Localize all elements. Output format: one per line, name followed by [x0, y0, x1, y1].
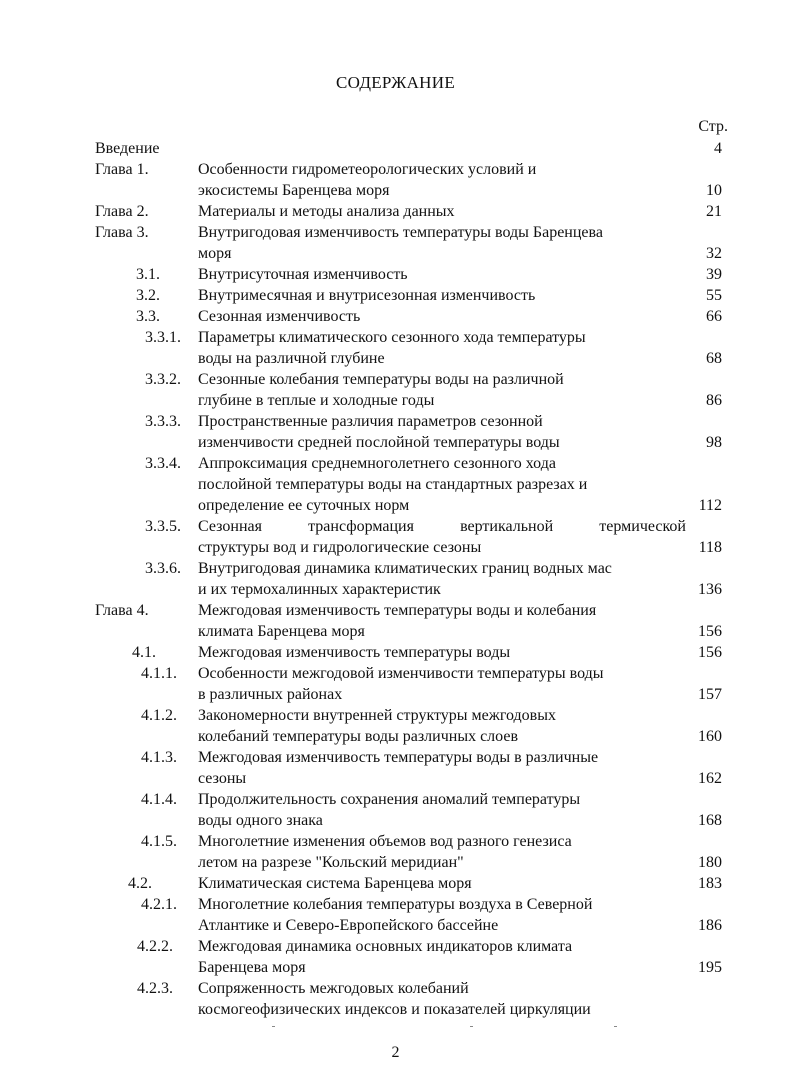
toc-entry-number: 3.3.3. — [145, 413, 181, 430]
toc-entry-number: 4.2.3. — [137, 980, 173, 997]
toc-entry-page: 32 — [706, 245, 722, 262]
toc-entry-title-line: определение ее суточных норм — [198, 497, 410, 514]
toc-entry-title-line: глубине в теплые и холодные годы — [198, 392, 435, 409]
toc-entry — [0, 453, 791, 516]
toc-entry-number: Глава 1. — [95, 161, 149, 178]
toc-entry-title-line: Климатическая система Баренцева моря — [198, 875, 472, 892]
toc-entry-number: 3.2. — [136, 287, 160, 304]
toc-entry — [0, 663, 791, 705]
toc-entry-title-line: Межгодовая изменчивость температуры воды — [198, 644, 511, 661]
toc-entry-title-line: экосистемы Баренцева моря — [198, 182, 390, 199]
toc-entry — [0, 789, 791, 831]
toc-entry-page: 186 — [698, 917, 722, 934]
toc-entry — [0, 558, 791, 600]
toc-entry-page: 68 — [706, 350, 722, 367]
toc-entry-title-line — [198, 138, 686, 159]
toc-entry-title-line: сезоны — [198, 770, 247, 787]
toc-entry-number: 4.1.3. — [141, 749, 177, 766]
toc-entry-number: 3.3.5. — [145, 518, 181, 535]
toc-entry-number: 4.1.2. — [141, 707, 177, 724]
toc-entry-number: 4.2.2. — [137, 938, 173, 955]
toc-entry-page: 21 — [706, 203, 722, 220]
toc-entry-number: Глава 4. — [95, 602, 149, 619]
toc-entry-title-line: Сопряженность межгодовых колебаний — [198, 980, 469, 997]
toc-entry-title-line: Межгодовая динамика основных индикаторов климата — [198, 938, 573, 955]
toc-entry-page: 160 — [698, 728, 722, 745]
toc-entry-title-line: послойной температуры воды на стандартных разрезах и — [198, 476, 588, 493]
toc-entry-page: 156 — [698, 644, 722, 661]
toc-entry-page: 112 — [698, 497, 722, 514]
toc-entry-number: 4.1.1. — [141, 665, 177, 682]
toc-entry — [0, 159, 791, 201]
toc-entry — [0, 369, 791, 411]
scan-speck — [614, 1026, 617, 1027]
toc-entry-number: 4.1. — [132, 644, 156, 661]
toc-entry-title-line: Аппроксимация среднемноголетнего сезонного хода — [198, 455, 556, 472]
toc-entry-page: 86 — [706, 392, 722, 409]
toc-entry-page: 162 — [698, 770, 722, 787]
toc-entry-page: 168 — [698, 812, 722, 829]
toc-entry-number: 3.3. — [136, 308, 160, 325]
toc-entry-page: 55 — [706, 287, 722, 304]
toc-entry-title-line: изменчивости средней послойной температуры воды — [198, 434, 560, 451]
toc-entry-title-line: Многолетние изменения объемов вод разного генезиса — [198, 833, 572, 850]
pages-column-header: Стр. — [698, 118, 728, 135]
toc-entry — [0, 516, 791, 558]
page-number: 2 — [391, 1044, 400, 1061]
toc-entry-page: 180 — [698, 854, 722, 871]
toc-entry-title-line: Внутримесячная и внутрисезонная изменчивость — [198, 287, 536, 304]
toc-entry — [0, 264, 791, 285]
toc-entry — [0, 600, 791, 642]
toc-entry-title-line: Закономерности внутренней структуры межгодовых — [198, 707, 556, 724]
toc-entry-title-line: Материалы и методы анализа данных — [198, 203, 455, 220]
toc-entry-number: 3.3.1. — [145, 329, 181, 346]
toc-entry — [0, 138, 791, 159]
toc-entry-page: 157 — [698, 686, 722, 703]
toc-entry-title-line: Сезонная изменчивость — [198, 308, 361, 325]
toc-entry-title-line: Внутрисуточная изменчивость — [198, 266, 408, 283]
toc-entry-title-line: Атлантике и Северо-Европейского бассейне — [198, 917, 499, 934]
toc-entry-page: 39 — [706, 266, 722, 283]
toc-entry-page: 195 — [698, 959, 722, 976]
toc-entry — [0, 978, 791, 1020]
toc-entry-title-line: Сезонные колебания температуры воды на различной — [198, 371, 564, 388]
toc-entry-title-line: в различных районах — [198, 686, 343, 703]
toc-entry-number: 4.2.1. — [141, 896, 177, 913]
toc-entry-title-line: воды одного знака — [198, 812, 323, 829]
scan-speck — [470, 1026, 473, 1027]
toc-entry-title-line: Баренцева моря — [198, 959, 306, 976]
toc-entry-number: 4.1.5. — [141, 833, 177, 850]
toc-entry — [0, 306, 791, 327]
toc-entry-title-line: воды на различной глубине — [198, 350, 385, 367]
toc-entry-title-line: Внутригодовая изменчивость температуры воды Баренцева — [198, 224, 603, 241]
toc-entry-page: 98 — [706, 434, 722, 451]
toc-entry-title-line: Особенности гидрометеорологических условий и — [198, 161, 537, 178]
toc-entry-title-line: климата Баренцева моря — [198, 623, 365, 640]
scan-speck — [272, 1026, 275, 1027]
toc-entry-number: Глава 3. — [95, 224, 149, 241]
toc-entry-number: 3.3.4. — [145, 455, 181, 472]
toc-entry-number: 3.1. — [136, 266, 160, 283]
toc-entry-title-line: Многолетние колебания температуры воздуха в Северной — [198, 896, 593, 913]
toc-entry — [0, 705, 791, 747]
toc-entry-page: 66 — [706, 308, 722, 325]
toc-entry — [0, 327, 791, 369]
toc-entry-number: 4.2. — [128, 875, 152, 892]
toc-entry-title-line: Особенности межгодовой изменчивости температуры воды — [198, 665, 604, 682]
toc-entry-number: Введение — [95, 140, 160, 157]
toc-entry — [0, 936, 791, 978]
toc-entry-page: 183 — [698, 875, 722, 892]
toc-entry-title-line: структуры вод и гидрологические сезоны — [198, 539, 482, 556]
toc-entry-page: 156 — [698, 623, 722, 640]
toc-entry-number: 3.3.6. — [145, 560, 181, 577]
toc-entry-page: 10 — [706, 182, 722, 199]
toc-entry — [0, 642, 791, 663]
page-title: СОДЕРЖАНИЕ — [335, 73, 456, 92]
toc-entry-title-line: космогеофизических индексов и показателей циркуляции — [198, 1001, 591, 1018]
toc-entry-title-line: Пространственные различия параметров сезонной — [198, 413, 543, 430]
toc-entry — [0, 747, 791, 789]
toc-entry-title-line: Межгодовая изменчивость температуры воды в различные — [198, 749, 599, 766]
toc-entry-number: 3.3.2. — [145, 371, 181, 388]
toc-entry-title-line: Продолжительность сохранения аномалий температуры — [198, 791, 581, 808]
toc-entry-title-line: и их термохалинных характеристик — [198, 581, 441, 598]
toc-entry-number: 4.1.4. — [141, 791, 177, 808]
toc-entry — [0, 285, 791, 306]
toc-entry-page: 118 — [698, 539, 722, 556]
table-of-contents — [0, 138, 791, 1020]
toc-entry-number: Глава 2. — [95, 203, 149, 220]
toc-entry-title-line: моря — [198, 245, 232, 262]
toc-entry — [0, 201, 791, 222]
toc-entry-title-line: Межгодовая изменчивость температуры воды и колебания — [198, 602, 597, 619]
toc-entry — [0, 411, 791, 453]
toc-entry-title-line: летом на разрезе "Кольский меридиан" — [198, 854, 464, 871]
toc-entry-page: 136 — [698, 581, 722, 598]
toc-entry-title-line: колебаний температуры воды различных слоев — [198, 728, 519, 745]
toc-entry — [0, 873, 791, 894]
toc-entry — [0, 222, 791, 264]
toc-entry-title-line: Параметры климатического сезонного хода температуры — [198, 329, 586, 346]
toc-entry — [0, 831, 791, 873]
toc-entry-title-line: Внутригодовая динамика климатических границ водных мас — [198, 560, 612, 577]
toc-entry — [0, 894, 791, 936]
toc-entry-page: 4 — [714, 140, 722, 157]
toc-entry-title-line: Сезонная трансформация вертикальной термической — [198, 518, 686, 535]
